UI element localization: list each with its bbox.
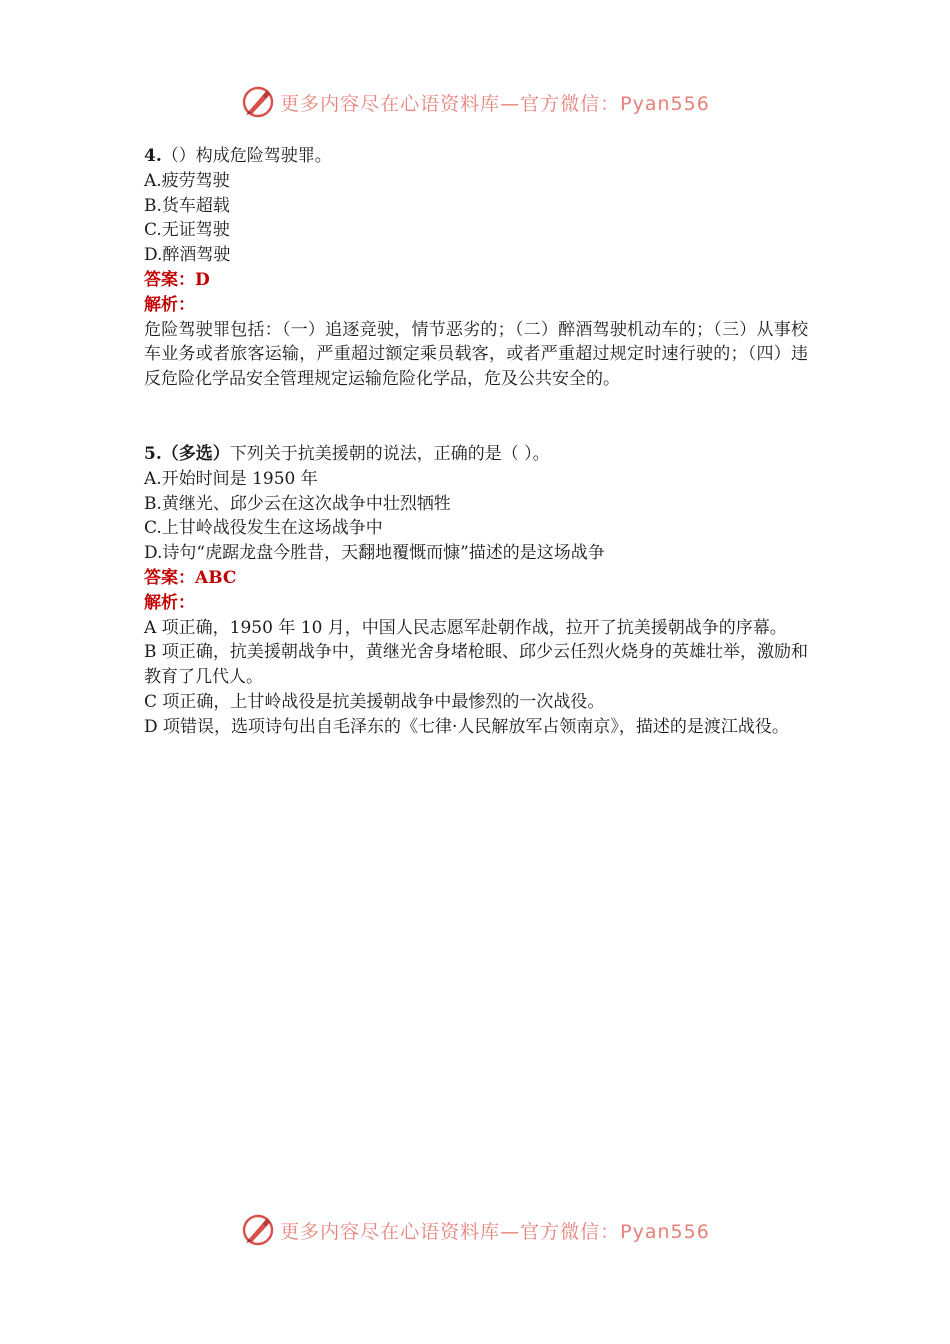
pen-logo-icon (240, 84, 276, 120)
answer: 答案：D (144, 269, 210, 290)
footer-banner (0, 1208, 950, 1252)
analysis-paragraph: 危险驾驶罪包括：（一）追逐竞驶，情节恶劣的；（二）醉酒驾驶机动车的；（三）从事校车业务或者旅客运输，严重超过额定乘员载客，或者严重超过规定时速行驶的；（四）违反危险化学品安全管理规定运输危险化学品，危及公共安全的。 (144, 319, 808, 390)
analysis-paragraph: C 项正确，上甘岭战役是抗美援朝战争中最惨烈的一次战役。 (144, 691, 605, 712)
question-4 (144, 144, 808, 392)
analysis-label: 解析： (144, 592, 195, 613)
analysis-label: 解析： (144, 294, 195, 315)
question-number: 5. (144, 443, 162, 464)
question-5 (144, 442, 808, 740)
question-text: 下列关于抗美援朝的说法，正确的是（ ）。 (229, 443, 550, 464)
header-banner (0, 80, 950, 124)
analysis-paragraph: D 项错误，选项诗句出自毛泽东的《七律·人民解放军占领南京》，描述的是渡江战役。 (144, 716, 789, 737)
option-c: C.无证驾驶 (144, 220, 230, 241)
option-c: C.上甘岭战役发生在这场战争中 (144, 518, 383, 539)
option-d: D.诗句“虎踞龙盘今胜昔，天翻地覆慨而慷”描述的是这场战争 (144, 543, 605, 564)
option-a: A.开始时间是 1950 年 (144, 468, 318, 489)
banner-text: 更多内容尽在心语资料库—官方微信：Pyan556 (280, 1220, 710, 1243)
question-stem (144, 442, 808, 467)
question-text: （）构成危险驾驶罪。 (161, 146, 332, 166)
analysis-paragraph: B 项正确，抗美援朝战争中，黄继光舍身堵枪眼、邱少云任烈火烧身的英雄壮举，激励和教育了几代人。 (144, 642, 808, 688)
option-d: D.醉酒驾驶 (144, 245, 231, 266)
document-body (144, 144, 808, 740)
question-stem (144, 144, 808, 169)
option-a: A.疲劳驾驶 (144, 170, 230, 191)
banner-text: 更多内容尽在心语资料库—官方微信：Pyan556 (280, 92, 710, 115)
question-tag: （多选） (161, 443, 230, 464)
option-b: B.货车超载 (144, 195, 230, 216)
pen-logo-icon (240, 1212, 276, 1248)
question-number: 4. (144, 146, 162, 166)
option-b: B.黄继光、邱少云在这次战争中壮烈牺牲 (144, 493, 451, 514)
spacer (144, 392, 808, 442)
answer: 答案：ABC (144, 567, 237, 588)
analysis-paragraph: A 项正确，1950 年 10 月，中国人民志愿军赴朝作战，拉开了抗美援朝战争的序幕。 (144, 617, 787, 638)
